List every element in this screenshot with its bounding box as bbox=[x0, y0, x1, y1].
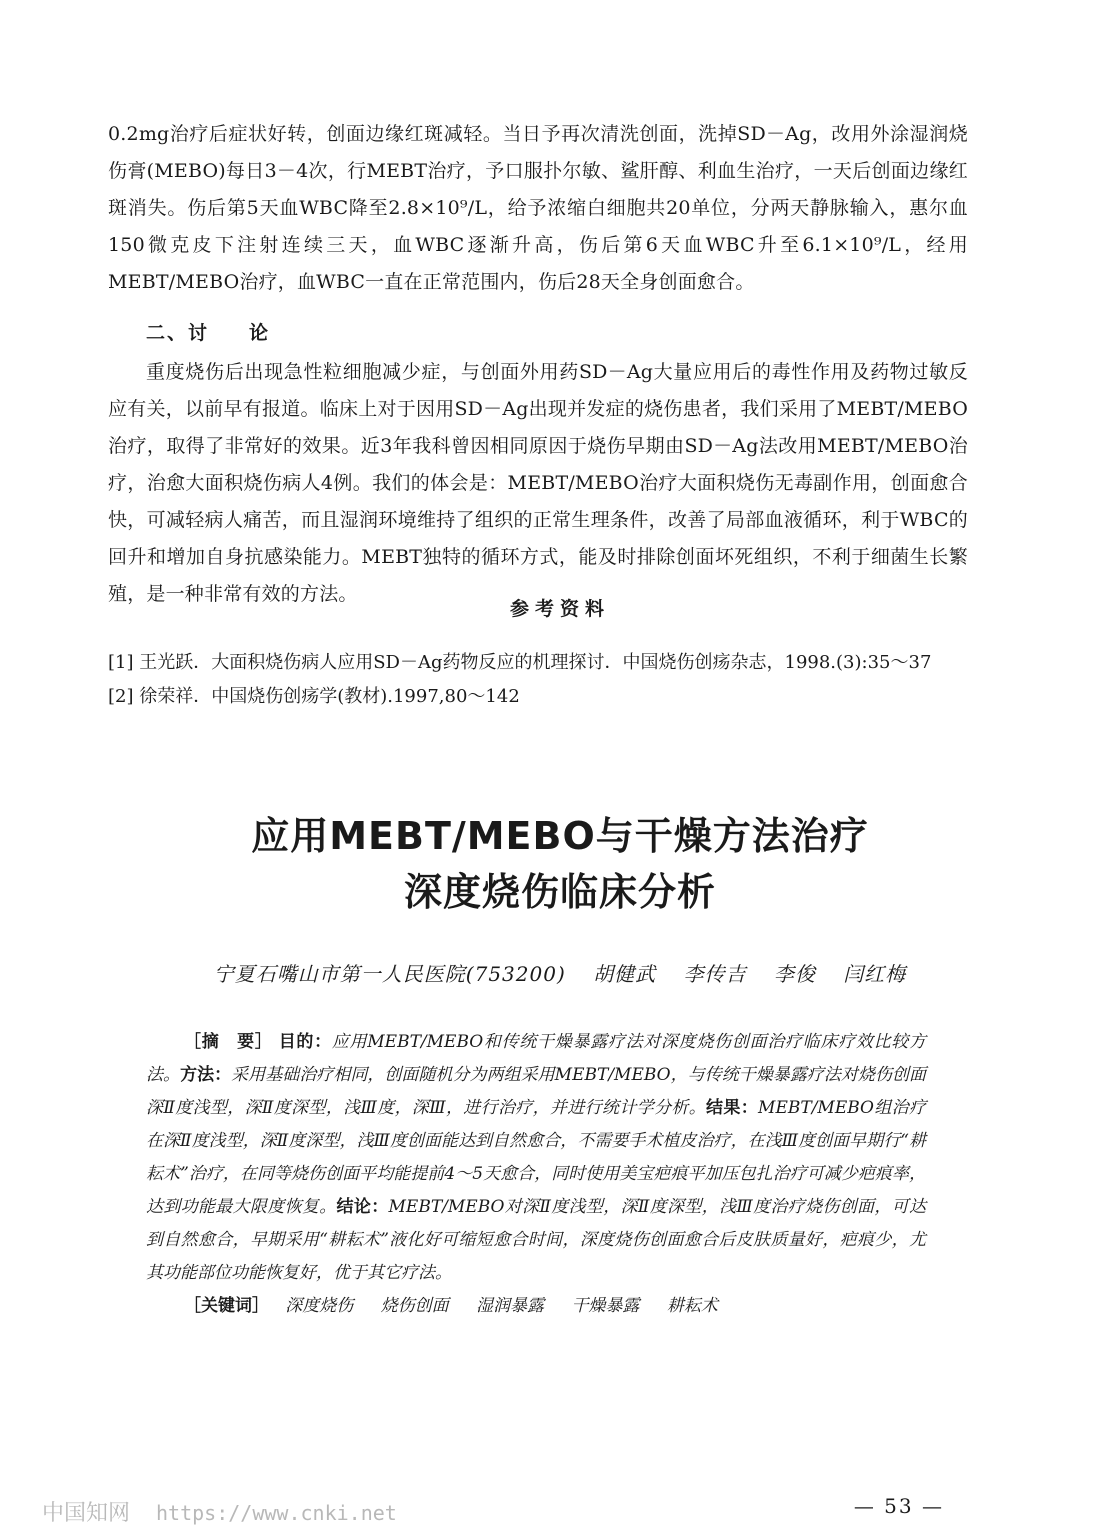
author-name: 胡健武 bbox=[593, 962, 657, 986]
affiliation: 宁夏石嘴山市第一人民医院(753200) bbox=[213, 962, 566, 986]
discussion-paragraph: 重度烧伤后出现急性粒细胞减少症，与创面外用药SD－Ag大量应用后的毒性作用及药物过敏反应有关，以前早有报道。临床上对于因用SD－Ag出现并发症的烧伤患者，我们采用了MEBT/MEBO治疗，取得了非常好的效果。近3年我科曾因相同原因于烧伤早期由SD－Ag法改用MEBT/MEBO治疗，治愈大面积烧伤病人4例。我们的体会是：MEBT/MEBO治疗大面积烧伤无毒副作用，创面愈合快，可减轻病人痛苦，而且湿润环境维持了组织的正常生理条件，改善了局部血液循环，利于WBC的回升和增加自身抗感染能力。MEBT独特的循环方式，能及时排除创面坏死组织，不利于细菌生长繁殖，是一种非常有效的方法。 bbox=[108, 361, 968, 605]
method-label: 方法： bbox=[180, 1065, 232, 1085]
author-name: 李传吉 bbox=[683, 962, 747, 986]
keywords-label: ［关键词］ bbox=[184, 1296, 269, 1316]
keyword: 耕耘术 bbox=[666, 1296, 718, 1316]
method-text: 采用基础治疗相同，创面随机分为两组采用MEBT/MEBO，与传统干燥暴露疗法对烧伤创面深Ⅱ度浅型，深Ⅱ度深型，浅Ⅲ度，深Ⅲ，进行治疗，并进行统计学分析。 bbox=[146, 1065, 927, 1118]
objective-text: 应用MEBT/MEBO和传统干燥暴露疗法对深度烧伤创面治疗临床疗效比较方法。 bbox=[146, 1032, 927, 1085]
article-title-line-1: 应用MEBT/MEBO与干燥方法治疗 bbox=[251, 814, 869, 858]
reference-item: [2] 徐荣祥．中国烧伤创疡学(教材).1997,80～142 bbox=[108, 686, 520, 707]
author-name: 闫红梅 bbox=[843, 962, 907, 986]
article-title-line-2: 深度烧伤临床分析 bbox=[403, 870, 716, 914]
objective-label: 目的： bbox=[278, 1032, 332, 1052]
abstract-block bbox=[146, 1026, 926, 1323]
author-line bbox=[0, 958, 1120, 987]
reference-item: [1] 王光跃．大面积烧伤病人应用SD－Ag药物反应的机理探讨．中国烧伤创疡杂志，1998.(3):35～37 bbox=[108, 652, 932, 673]
abstract-label: ［摘 要］ bbox=[184, 1032, 273, 1052]
discussion-heading-right: 论 bbox=[249, 322, 271, 344]
cnki-watermark bbox=[42, 1496, 397, 1527]
result-text: MEBT/MEBO组治疗在深Ⅱ度浅型，深Ⅱ度深型，浅Ⅲ度创面能达到自然愈合，不需要手术植皮治疗，在浅Ⅲ度创面早期行“耕耘术”治疗，在同等烧伤创面平均能提前4～5天愈合，同时使用美宝疤痕平加压包扎治疗可减少疤痕率，达到功能最大限度恢复。 bbox=[146, 1098, 926, 1217]
keyword: 烧伤创面 bbox=[380, 1296, 449, 1316]
discussion-heading-left: 二、讨 bbox=[146, 322, 210, 344]
references-list bbox=[108, 646, 968, 714]
watermark-brand: 中国知网 bbox=[42, 1501, 131, 1526]
discussion-heading bbox=[146, 318, 270, 345]
keyword: 干燥暴露 bbox=[571, 1296, 640, 1316]
conclusion-label: 结论： bbox=[336, 1197, 389, 1217]
keyword: 湿润暴露 bbox=[476, 1296, 545, 1316]
page-number: — 53 — bbox=[853, 1494, 944, 1518]
author-name: 李俊 bbox=[773, 962, 816, 986]
article-title bbox=[0, 808, 1120, 920]
keyword: 深度烧伤 bbox=[285, 1296, 354, 1316]
result-label: 结果： bbox=[706, 1098, 759, 1118]
references-title: 参考资料 bbox=[509, 598, 610, 620]
abstract-paragraph bbox=[146, 1026, 926, 1290]
conclusion-text: MEBT/MEBO对深Ⅱ度浅型，深Ⅱ度深型，浅Ⅲ度治疗烧伤创面，可达到自然愈合，早期采用“耕耘术”液化好可缩短愈合时间，深度烧伤创面愈合后皮肤质量好，疤痕少，尤其功能部位功能恢复好，优于其它疗法。 bbox=[146, 1197, 926, 1283]
case-continuation-paragraph: 0.2mg治疗后症状好转，创面边缘红斑减轻。当日予再次清洗创面，洗掉SD－Ag，改用外涂湿润烧伤膏(MEBO)每日3－4次，行MEBT治疗，予口服扑尔敏、鲨肝醇、利血生治疗，一天后创面边缘红斑消失。伤后第5天血WBC降至2.8×10⁹/L，给予浓缩白细胞共20单位，分两天静脉输入，惠尔血150微克皮下注射连续三天，血WBC逐渐升高，伤后第6天血WBC升至6.1×10⁹/L，经用MEBT/MEBO治疗，血WBC一直在正常范围内，伤后28天全身创面愈合。 bbox=[108, 123, 968, 293]
watermark-url: https://www.cnki.net bbox=[156, 1501, 397, 1525]
keywords-line bbox=[146, 1290, 926, 1323]
